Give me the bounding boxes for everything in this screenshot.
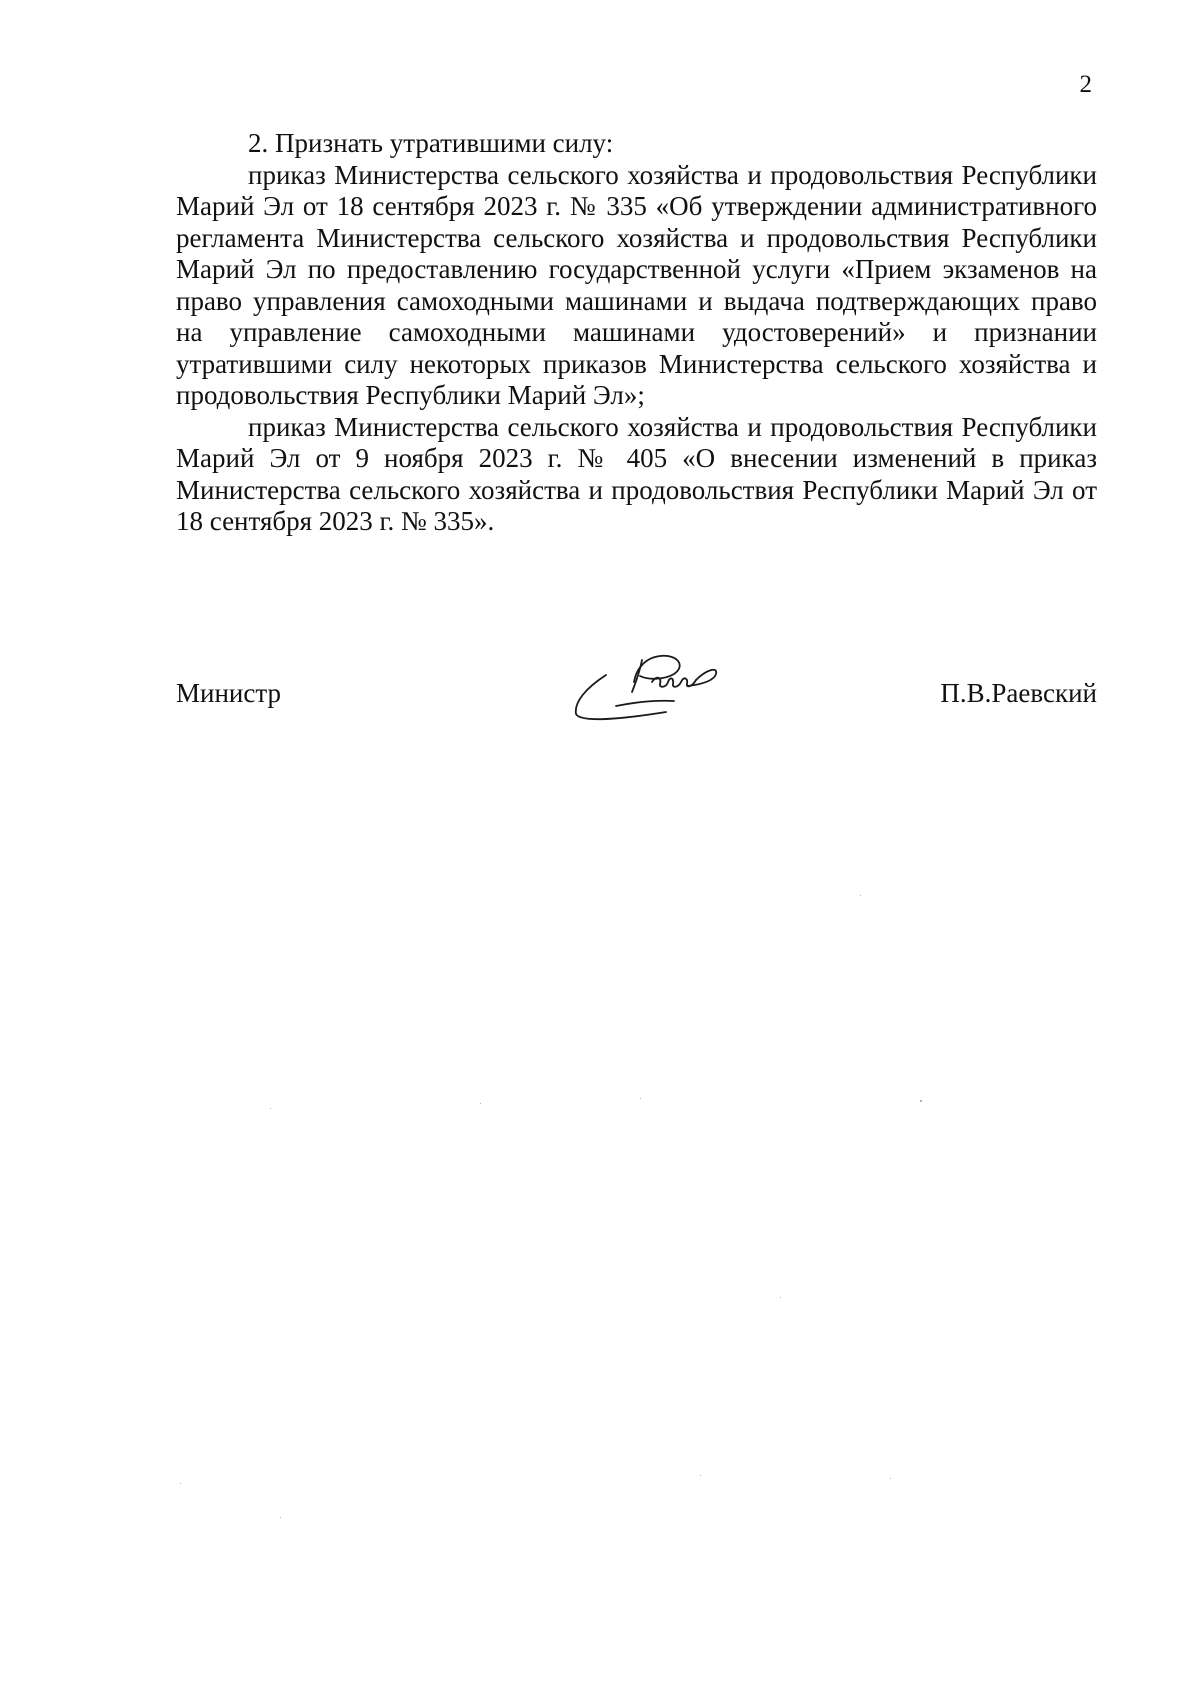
scan-speck: [780, 1297, 781, 1298]
scan-speck: [640, 1098, 641, 1099]
signatory-title: Министр: [176, 678, 281, 708]
scan-speck: [890, 1478, 891, 1479]
signatory-name: П.В.Раевский: [940, 678, 1097, 708]
scan-speck: [480, 1103, 481, 1104]
scan-speck: [920, 1100, 922, 1102]
handwritten-signature-icon: [556, 640, 736, 740]
paragraph-repealed-order-405: приказ Министерства сельского хозяйства и продовольствия Республики Марий Эл от 9 ноября 2023 г. № 405 «О внесении изменений в приказ Министерства сельского хозяйства и продовольствия Республики Марий Эл от 18 сентября 2023 г. № 335».: [176, 411, 1097, 536]
page-number: 2: [1079, 71, 1092, 98]
document-body: [176, 128, 1097, 538]
signature-block: [176, 640, 1097, 740]
scan-speck: [180, 1483, 181, 1484]
scan-speck: [700, 1475, 701, 1476]
scan-speck: [270, 1108, 271, 1109]
paragraph-item-heading: 2. Признать утратившими силу:: [248, 128, 614, 158]
scan-speck: [860, 895, 861, 896]
scan-speck: [280, 1517, 281, 1518]
paragraph-repealed-order-335: приказ Министерства сельского хозяйства и продовольствия Республики Марий Эл от 18 сентября 2023 г. № 335 «Об утверждении административного регламента Министерства сельского хозяйства и продовольствия Республики Марий Эл по предоставлению государственной услуги «Прием экзаменов на право управления самоходными машинами и выдача подтверждающих право на управление самоходными машинами удостоверений» и признании утратившими силу некоторых приказов Министерства сельского хозяйства и продовольствия Республики Марий Эл»;: [176, 159, 1097, 410]
